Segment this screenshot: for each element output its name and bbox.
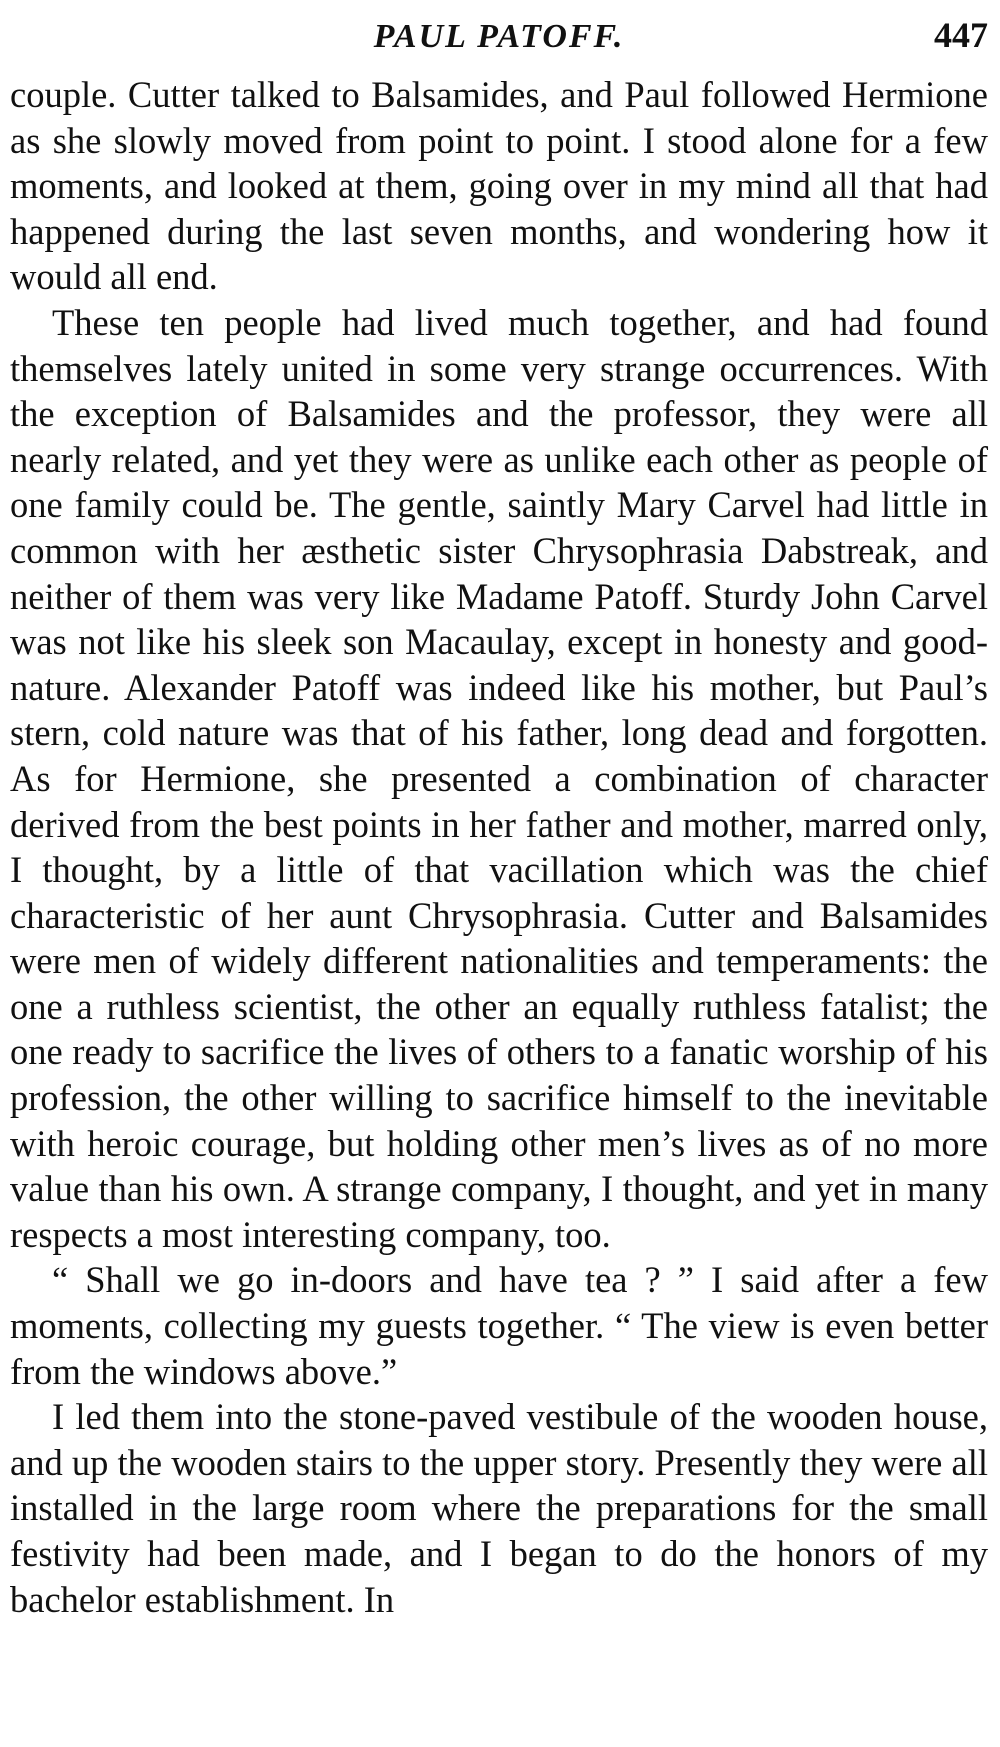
page-number: 447 <box>934 15 988 55</box>
paragraph-2: These ten people had lived much together, and had found themselves lately united in some very strange occurrences. With the exception of Balsamides and the professor, they were all nearly related, and yet they were as unlike each other as people of one family could be. The gentle, saintly Mary Carvel had little in common with her æsthetic sister Chrysophrasia Dabstreak, and neither of them was very like Madame Patoff. Sturdy John Carvel was not like his sleek son Macaulay, except in honesty and good-nature. Alexander Patoff was indeed like his mother, but Paul’s stern, cold nature was that of his father, long dead and forgotten. As for Hermione, she presented a combination of character derived from the best points in her father and mother, marred only, I thought, by a little of that vacillation which was the chief characteristic of her aunt Chrysophrasia. Cutter and Balsamides were men of widely different nationalities and temperaments: the one a ruthless scientist, the other an equally ruthless fatalist; the one ready to sacrifice the lives of others to a fanatic worship of his profession, the other willing to sacrifice himself to the inevitable with heroic courage, but holding other men’s lives as of no more value than his own. A strange company, I thought, and yet in many respects a most interesting company, too. <box>10 301 988 1255</box>
paragraph-3: “ Shall we go in-doors and have tea ? ” I said after a few moments, collecting my guests together. “ The view is even better from the windows above.” <box>10 1259 988 1392</box>
paragraph-4: I led them into the stone-paved vestibule of the wooden house, and up the wooden stairs to the upper story. Presently they were all installed in the large room where the preparations for the small festivity had been made, and I began to do the honors of my bachelor establishment. In <box>10 1396 988 1620</box>
paragraph-1: couple. Cutter talked to Balsamides, and Paul followed Hermione as she slowly moved from point to point. I stood alone for a few moments, and looked at them, going over in my mind all that had happened during the last seven months, and wondering how it would all end. <box>10 74 988 298</box>
running-header <box>10 0 988 72</box>
body-text <box>10 72 988 1622</box>
running-title: PAUL PATOFF. <box>373 18 625 55</box>
